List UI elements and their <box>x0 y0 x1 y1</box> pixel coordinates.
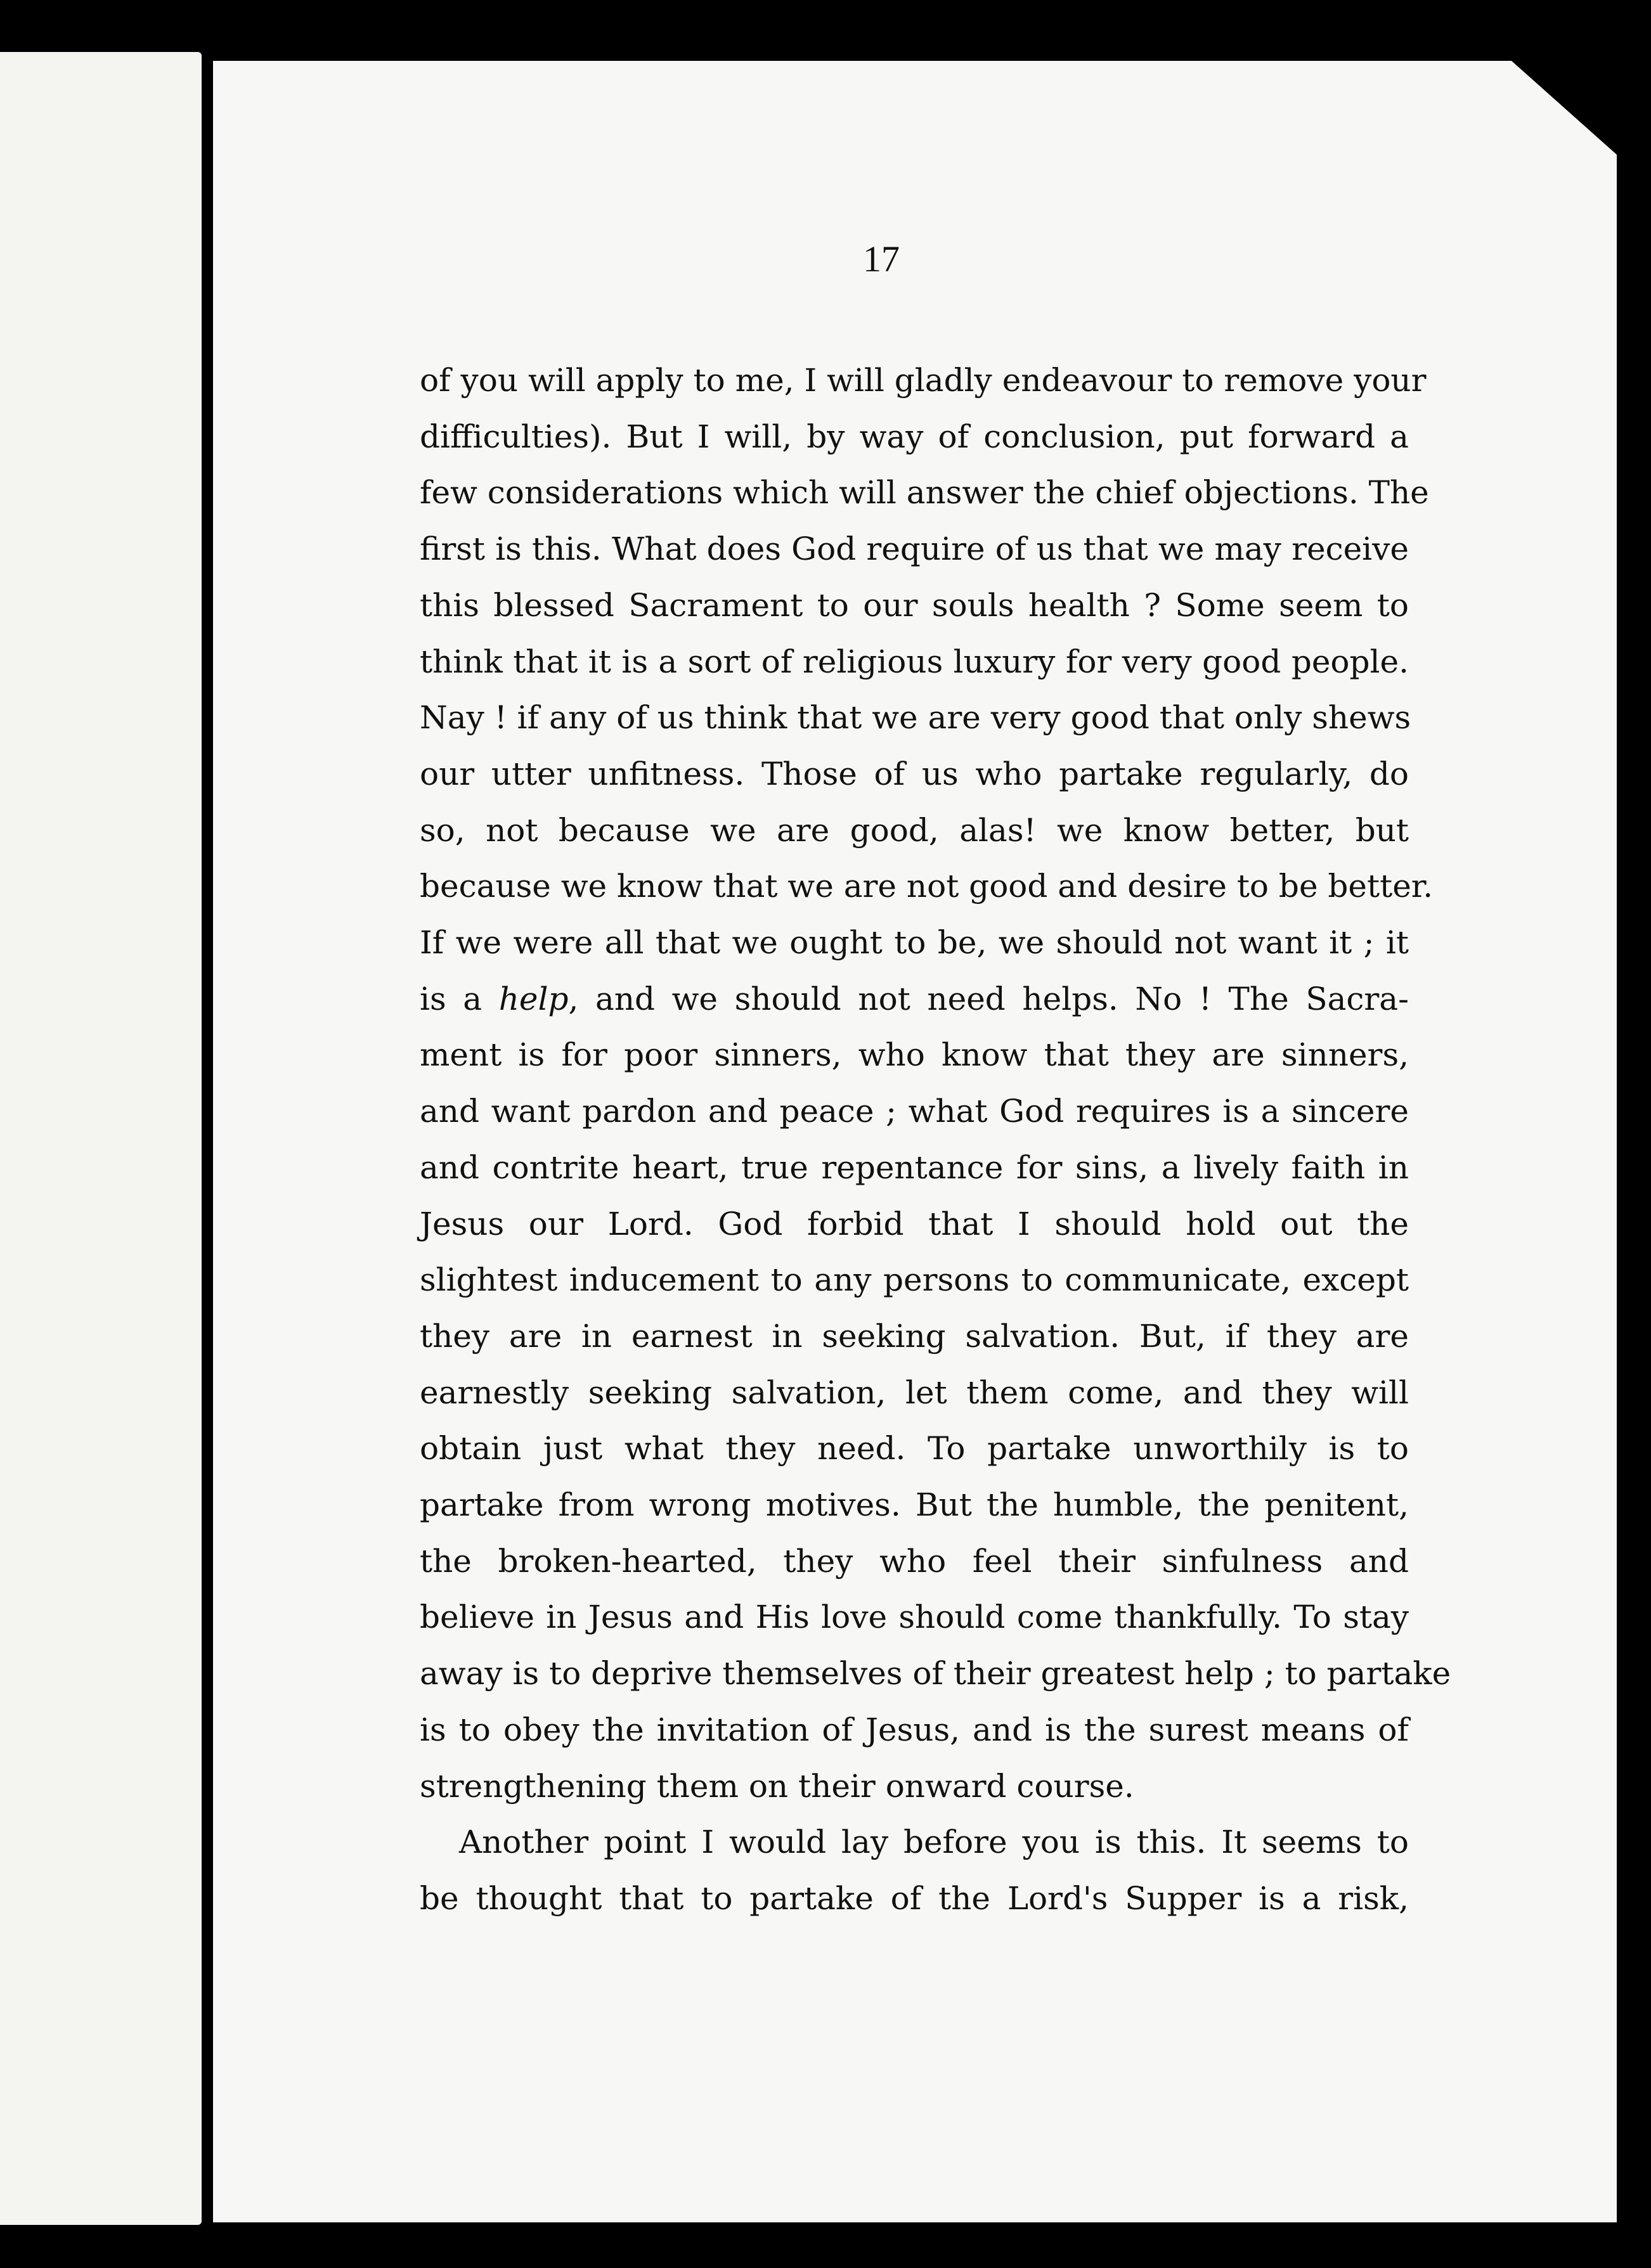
text-line: earnestly seeking salvation, let them come, and they will <box>420 1374 1409 1411</box>
text-line: first is this. What does God require of us that we may receive <box>420 531 1409 568</box>
text-line: our utter unfitness. Those of us who partake regularly, do <box>420 755 1409 792</box>
text-line-with-emphasis <box>420 971 1409 1028</box>
text-line: away is to deprive themselves of their greatest help ; to partake <box>420 1655 1451 1692</box>
text-line: think that it is a sort of religious luxury for very good people. <box>420 643 1409 680</box>
text-line: believe in Jesus and His love should come thankfully. To stay <box>420 1599 1409 1636</box>
text-line: obtain just what they need. To partake unworthily is to <box>420 1430 1409 1467</box>
emphasized-word: help <box>498 980 569 1017</box>
facing-page-edge <box>0 52 202 2225</box>
text-line: the broken-hearted, they who feel their sinfulness and <box>420 1542 1409 1580</box>
body-text <box>420 352 1451 1927</box>
text-line: is to obey the invitation of Jesus, and is the surest means of <box>420 1711 1409 1748</box>
text-fragment: , and we should not need helps. No ! The Sacra- <box>568 980 1409 1017</box>
text-line: and contrite heart, true repentance for sins, a lively faith in <box>420 1149 1409 1186</box>
paragraph-end-line: strengthening them on their onward course. <box>420 1767 1134 1805</box>
text-line: of you will apply to me, I will gladly endeavour to remove your <box>420 362 1427 399</box>
text-line: ment is for poor sinners, who know that they are sinners, <box>420 1036 1409 1074</box>
text-line: few considerations which will answer the chief objections. The <box>420 474 1429 512</box>
text-line: Jesus our Lord. God forbid that I should hold out the <box>420 1205 1409 1242</box>
text-line: If we were all that we ought to be, we should not want it ; it <box>420 924 1409 962</box>
text-line: difficulties). But I will, by way of conclusion, put forward a <box>420 418 1409 455</box>
text-line: and want pardon and peace ; what God requires is a sincere <box>420 1093 1409 1130</box>
text-line: slightest inducement to any persons to communicate, except <box>420 1261 1409 1299</box>
text-line: so, not because we are good, alas! we know better, but <box>420 811 1409 849</box>
text-line: because we know that we are not good and desire to be better. <box>420 868 1434 905</box>
text-line: be thought that to partake of the Lord's Supper is a risk, <box>420 1879 1409 1917</box>
book-gutter <box>202 38 213 2257</box>
text-line: this blessed Sacrament to our souls health ? Some seem to <box>420 586 1409 624</box>
page-number: 17 <box>863 238 900 280</box>
text-fragment: is a <box>420 980 482 1017</box>
text-line: they are in earnest in seeking salvation. But, if they are <box>420 1317 1409 1355</box>
text-line: Nay ! if any of us think that we are very good that only shews <box>420 699 1411 737</box>
paragraph-start-line: Another point I would lay before you is this. It seems to <box>459 1824 1409 1861</box>
text-line: partake from wrong motives. But the humble, the penitent, <box>420 1486 1409 1524</box>
